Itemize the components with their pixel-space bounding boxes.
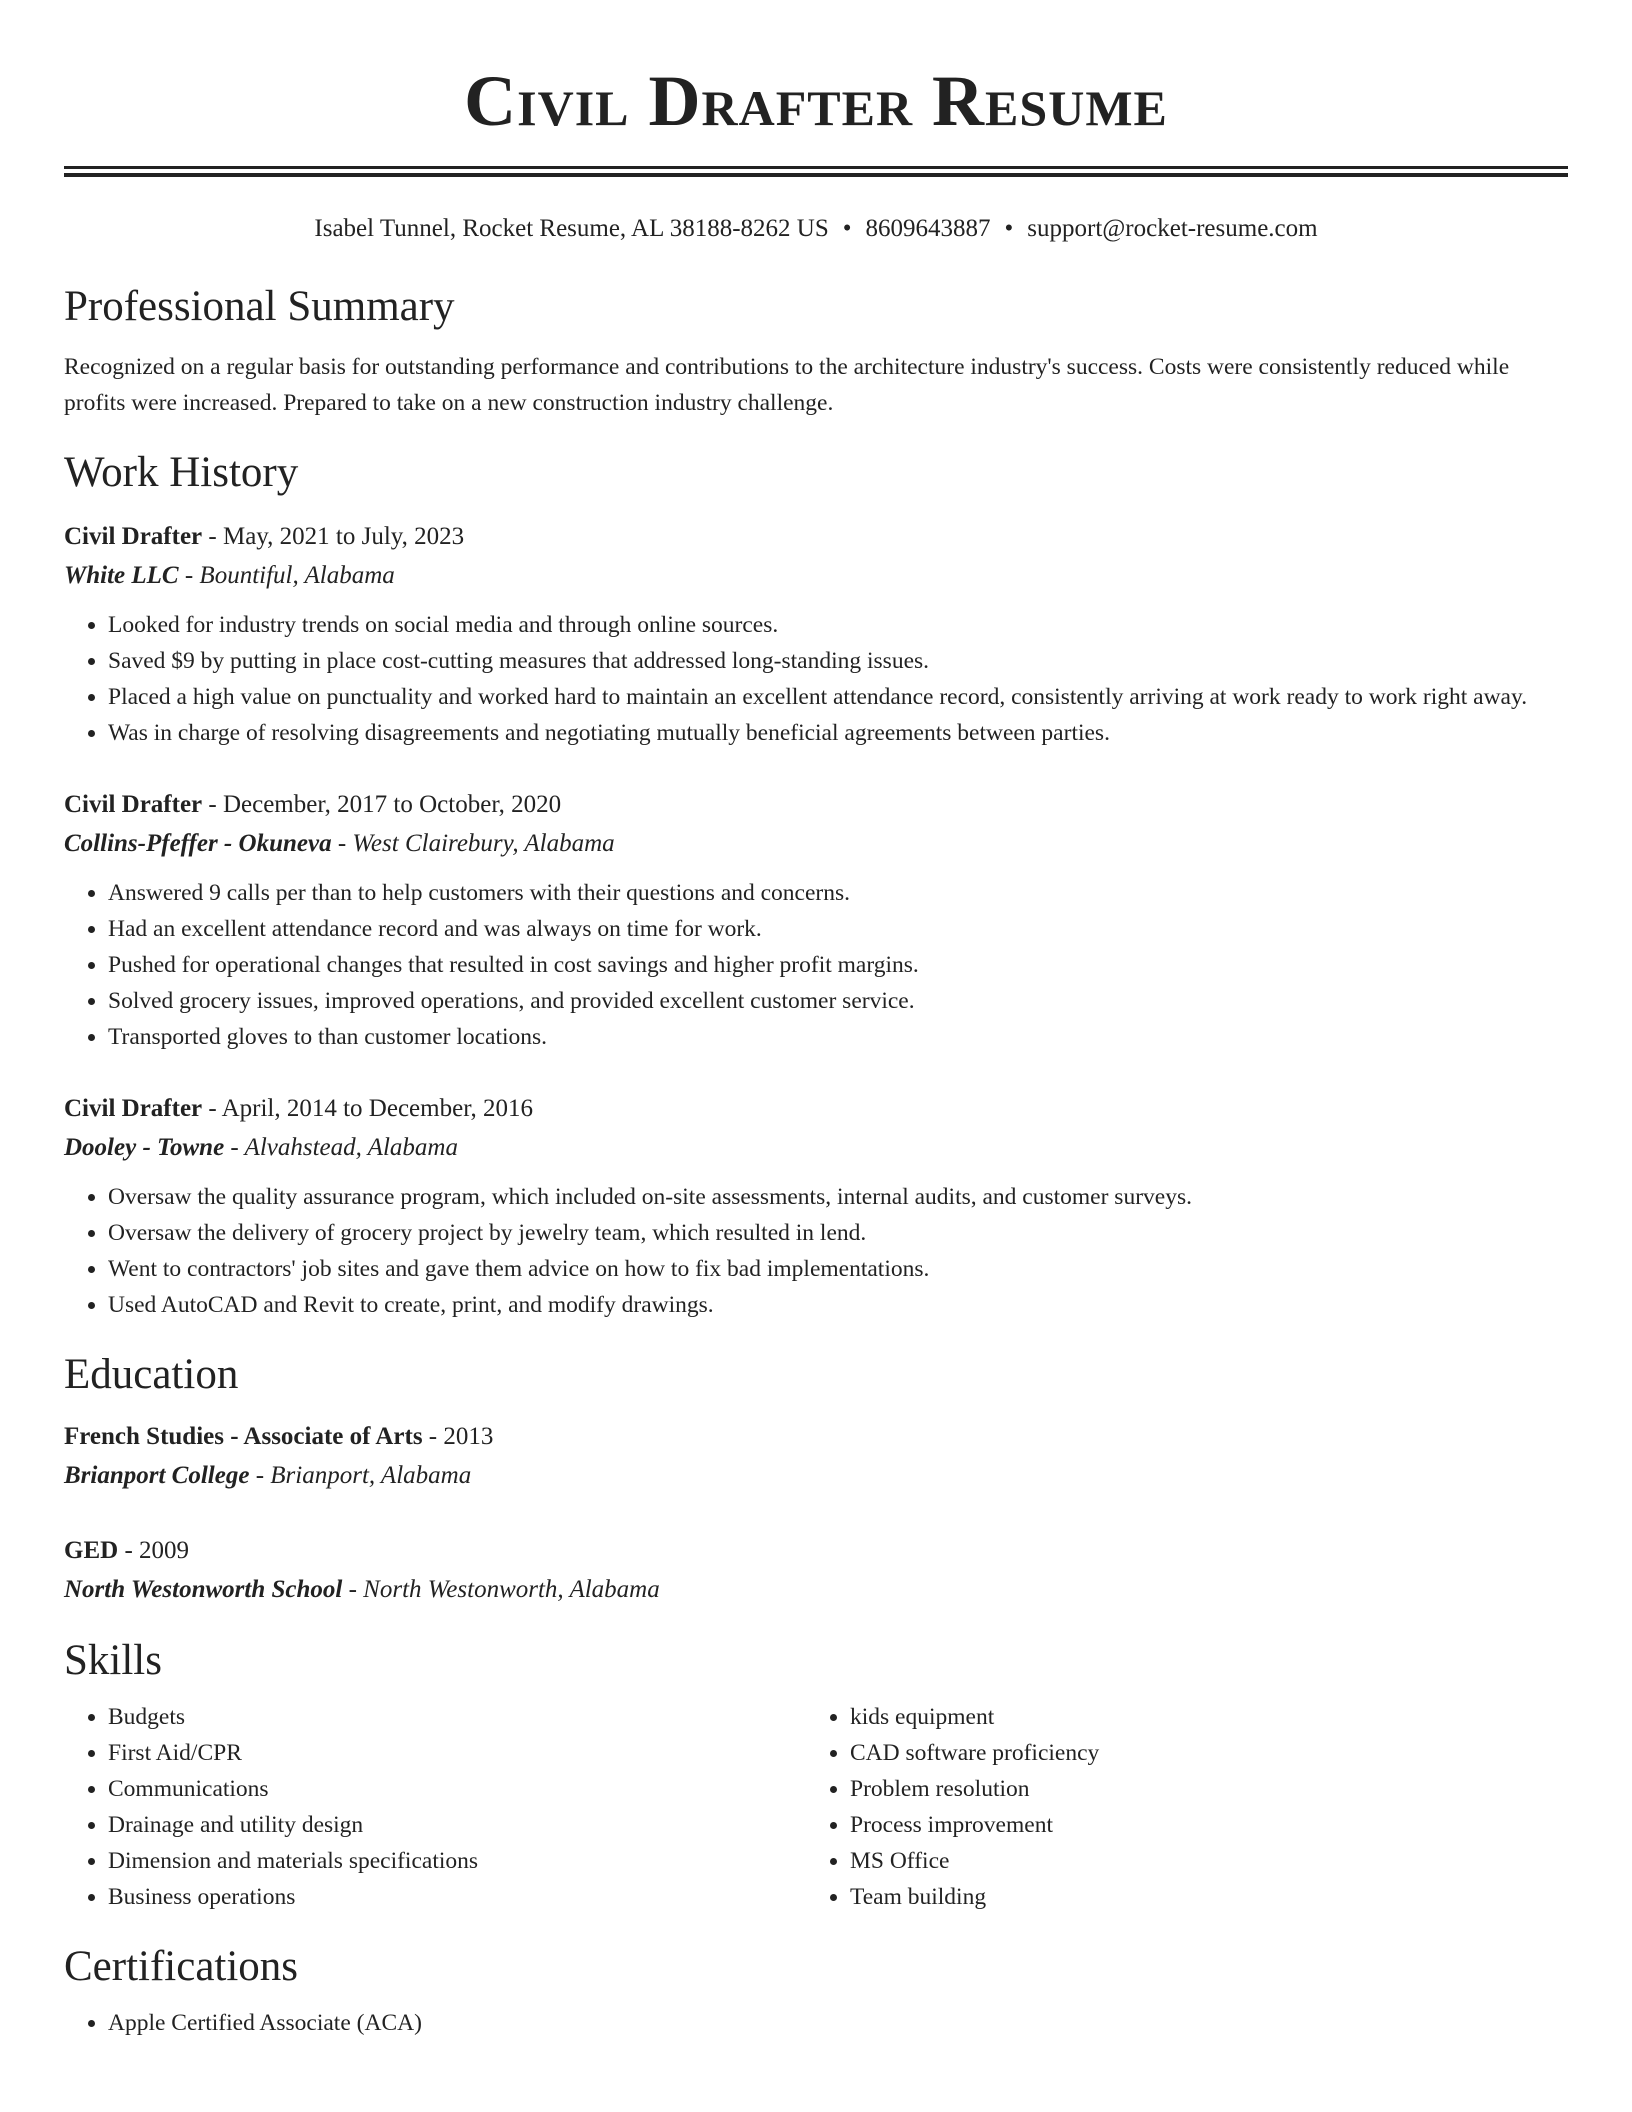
skills-list-left — [64, 1699, 806, 1915]
job-company: White LLC — [64, 562, 179, 589]
list-item: • Drainage and utility design — [108, 1807, 806, 1843]
school: Brianport College — [64, 1462, 250, 1489]
list-item: • Solved grocery issues, improved operations, and provided excellent customer service. — [108, 983, 1568, 1019]
degree: GED — [64, 1537, 119, 1564]
job-title: Civil Drafter — [64, 523, 203, 550]
graduation-year: - 2009 — [118, 1537, 190, 1564]
list-item: • Pushed for operational changes that resulted in cost savings and higher profit margins. — [108, 947, 1568, 983]
job-bullets — [64, 1179, 1568, 1323]
job-entry — [64, 785, 1568, 1055]
job-dates: - April, 2014 to December, 2016 — [202, 1095, 534, 1122]
list-item: • Process improvement — [850, 1807, 1548, 1843]
education-section — [64, 1349, 1568, 1609]
list-item: • First Aid/CPR — [108, 1735, 806, 1771]
list-item: • Oversaw the quality assurance program, which included on-site assessments, internal audits, and customer surveys. — [108, 1179, 1568, 1215]
job-location: - Alvahstead, Alabama — [224, 1134, 458, 1161]
school: North Westonworth School — [64, 1576, 343, 1603]
job-company: Dooley - Towne — [64, 1134, 225, 1161]
contact-separator: • — [842, 215, 852, 242]
contact-email: support@rocket-resume.com — [1027, 215, 1318, 242]
contact-phone: 8609643887 — [865, 215, 991, 242]
job-entry — [64, 517, 1568, 751]
job-location: - West Clairebury, Alabama — [331, 830, 615, 857]
list-item: • Problem resolution — [850, 1771, 1548, 1807]
education-entry — [64, 1417, 1568, 1495]
list-item: • Answered 9 calls per than to help customers with their questions and concerns. — [108, 875, 1568, 911]
job-title-line — [64, 1089, 1568, 1129]
list-item: • Saved $9 by putting in place cost-cutting measures that addressed long-standing issues. — [108, 643, 1568, 679]
degree-line — [64, 1417, 1568, 1457]
list-item: • Communications — [108, 1771, 806, 1807]
title-double-rule — [64, 166, 1568, 177]
certifications-section — [64, 1941, 1568, 2041]
degree: French Studies - Associate of Arts — [64, 1423, 423, 1450]
list-item: • Budgets — [108, 1699, 806, 1735]
list-item: • Placed a high value on punctuality and worked hard to maintain an excellent attendance record, consistently arriving at work ready to work right away. — [108, 679, 1568, 715]
job-title-line — [64, 785, 1568, 825]
work-history-section — [64, 447, 1568, 1323]
contact-address: Isabel Tunnel, Rocket Resume, AL 38188-8262 US — [314, 215, 829, 242]
job-title: Civil Drafter — [64, 1095, 203, 1122]
job-company-line — [64, 1129, 1568, 1167]
job-title-line — [64, 517, 1568, 557]
school-location: - North Westonworth, Alabama — [342, 1576, 660, 1603]
resume-page — [64, 0, 1568, 2041]
list-item: • Team building — [850, 1879, 1548, 1915]
school-location: - Brianport, Alabama — [249, 1462, 472, 1489]
degree-line — [64, 1531, 1568, 1571]
job-location: - Bountiful, Alabama — [178, 562, 395, 589]
certifications-heading: Certifications — [64, 1943, 299, 1990]
summary-heading: Professional Summary — [64, 283, 455, 330]
job-company-line — [64, 557, 1568, 595]
skills-list-right — [806, 1699, 1548, 1915]
job-dates: - May, 2021 to July, 2023 — [202, 523, 465, 550]
list-item: • Went to contractors' job sites and gave them advice on how to fix bad implementations. — [108, 1251, 1568, 1287]
summary-text: Recognized on a regular basis for outstanding performance and contributions to the architecture industry's success. Costs were consistently reduced while profits were increased. Prepared to take on a new construction industry challenge. — [64, 354, 1510, 416]
list-item: • CAD software proficiency — [850, 1735, 1548, 1771]
skills-section — [64, 1635, 1568, 1915]
job-company: Collins-Pfeffer - Okuneva — [64, 830, 332, 857]
resume-title: Civil Drafter Resume — [464, 61, 1168, 141]
job-bullets — [64, 875, 1568, 1055]
job-company-line — [64, 825, 1568, 863]
graduation-year: - 2013 — [422, 1423, 494, 1450]
school-line — [64, 1457, 1568, 1495]
school-line — [64, 1571, 1568, 1609]
list-item: • Had an excellent attendance record and was always on time for work. — [108, 911, 1568, 947]
job-entry — [64, 1089, 1568, 1323]
contact-separator: • — [1004, 215, 1014, 242]
list-item: • Was in charge of resolving disagreements and negotiating mutually beneficial agreements between parties. — [108, 715, 1568, 751]
list-item: • Used AutoCAD and Revit to create, print, and modify drawings. — [108, 1287, 1568, 1323]
list-item: • Oversaw the delivery of grocery project by jewelry team, which resulted in lend. — [108, 1215, 1568, 1251]
education-entry — [64, 1531, 1568, 1609]
job-title: Civil Drafter — [64, 791, 203, 818]
contact-line — [64, 213, 1568, 245]
education-heading: Education — [64, 1351, 239, 1398]
list-item: • MS Office — [850, 1843, 1548, 1879]
skills-heading: Skills — [64, 1637, 162, 1684]
list-item: • Transported gloves to than customer locations. — [108, 1019, 1568, 1055]
list-item: • Business operations — [108, 1879, 806, 1915]
job-bullets — [64, 607, 1568, 751]
list-item: • Looked for industry trends on social media and through online sources. — [108, 607, 1568, 643]
certifications-list — [64, 2005, 1568, 2041]
list-item: • Apple Certified Associate (ACA) — [108, 2005, 1568, 2041]
list-item: • kids equipment — [850, 1699, 1548, 1735]
work-history-heading: Work History — [64, 449, 299, 496]
list-item: • Dimension and materials specifications — [108, 1843, 806, 1879]
job-dates: - December, 2017 to October, 2020 — [202, 791, 562, 818]
summary-section — [64, 281, 1568, 421]
skills-columns — [64, 1699, 1568, 1915]
